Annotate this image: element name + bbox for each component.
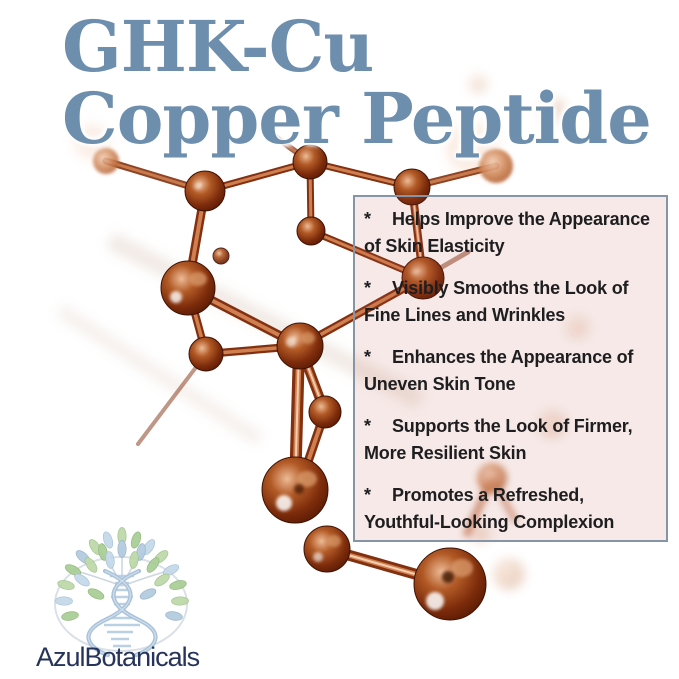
bullet-asterisk: * bbox=[364, 416, 371, 436]
benefit-text: More Resilient Skin bbox=[364, 443, 527, 463]
title-line-1: GHK-Cu bbox=[62, 5, 374, 88]
bullet-asterisk: * bbox=[364, 278, 371, 298]
benefit-text: Enhances the Appearance of bbox=[392, 347, 634, 367]
bullet-asterisk: * bbox=[364, 485, 371, 505]
benefit-text: Youthful-Looking Complexion bbox=[364, 512, 615, 532]
benefit-text: Fine Lines and Wrinkles bbox=[364, 305, 566, 325]
brand-name: AzulBotanicals bbox=[36, 642, 200, 672]
benefit-text: Supports the Look of Firmer, bbox=[392, 416, 633, 436]
benefit-text: Helps Improve the Appearance bbox=[392, 209, 650, 229]
bullet-asterisk: * bbox=[364, 347, 371, 367]
benefit-text: of Skin Elasticity bbox=[364, 236, 505, 256]
title-line-2: Copper Peptide bbox=[62, 77, 651, 160]
bullet-asterisk: * bbox=[364, 209, 371, 229]
benefit-text: Promotes a Refreshed, bbox=[392, 485, 584, 505]
benefit-text: Uneven Skin Tone bbox=[364, 374, 516, 394]
benefit-text: Visibly Smooths the Look of bbox=[392, 278, 629, 298]
